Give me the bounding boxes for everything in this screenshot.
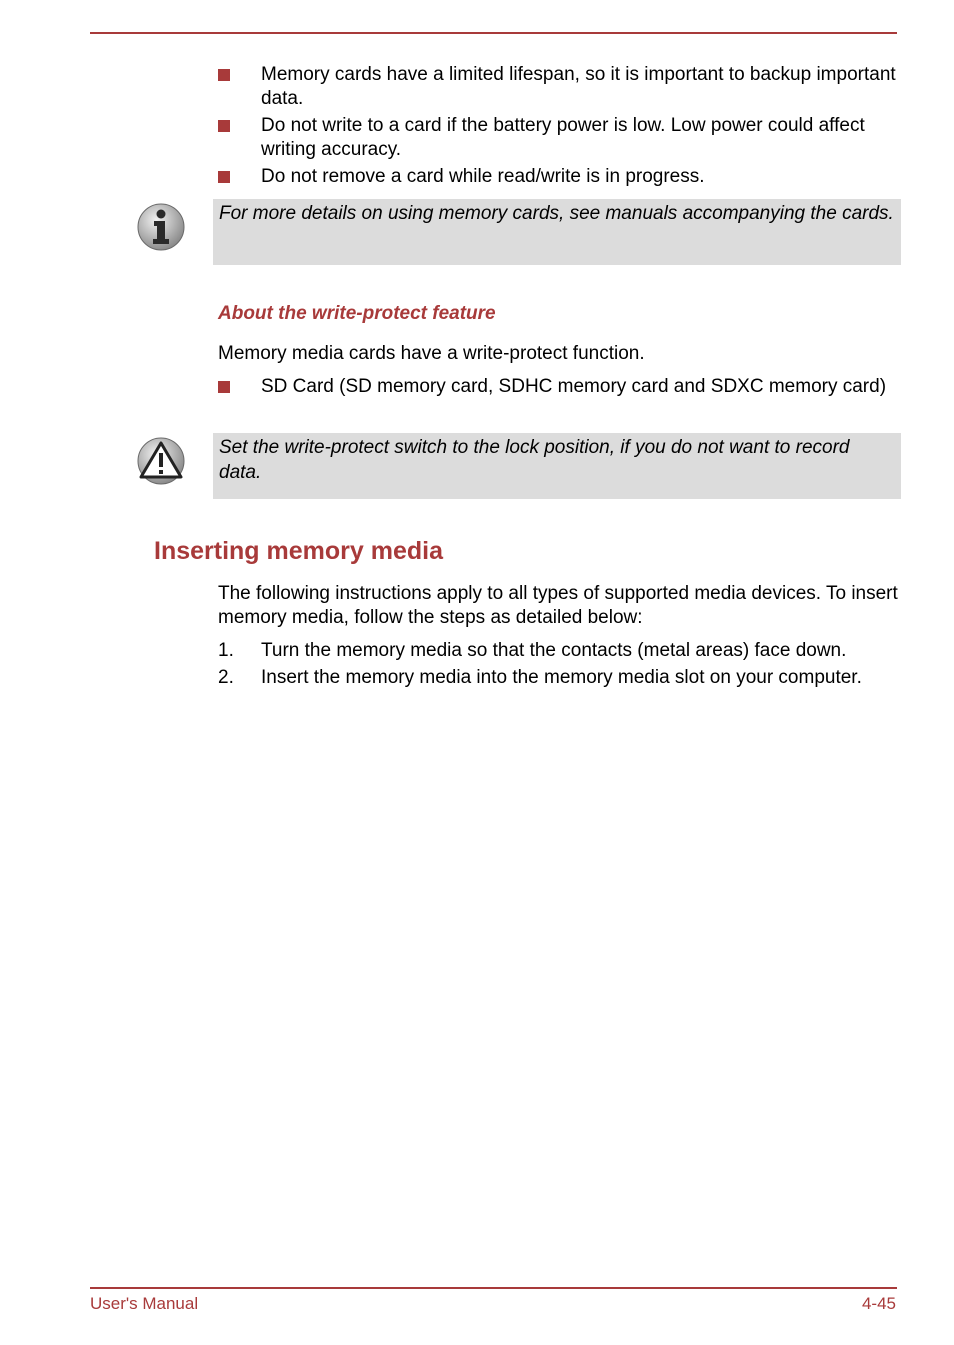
step-number: 2. bbox=[218, 667, 234, 688]
write-protect-heading: About the write-protect feature bbox=[218, 303, 496, 324]
write-protect-bullet-list bbox=[218, 375, 898, 402]
bullet-text: Do not remove a card while read/write is in progress. bbox=[261, 166, 705, 187]
step-number: 1. bbox=[218, 640, 234, 661]
bullet-square-icon bbox=[218, 381, 230, 393]
footer-title: User's Manual bbox=[90, 1294, 199, 1313]
list-item bbox=[218, 114, 898, 162]
footer-rule bbox=[90, 1287, 897, 1289]
bullet-square-icon bbox=[218, 171, 230, 183]
bullet-square-icon bbox=[218, 69, 230, 81]
warning-note: Set the write-protect switch to the lock position, if you do not want to record data. bbox=[213, 433, 901, 499]
info-note: For more details on using memory cards, see manuals accompanying the cards. bbox=[213, 199, 901, 265]
write-protect-intro: Memory media cards have a write-protect function. bbox=[218, 343, 645, 364]
list-item bbox=[218, 375, 898, 399]
bullet-text: SD Card (SD memory card, SDHC memory card and SDXC memory card) bbox=[261, 376, 887, 397]
page-number: 4-45 bbox=[861, 1294, 896, 1313]
step-item bbox=[218, 639, 898, 663]
top-bullet-list bbox=[218, 63, 898, 192]
section-heading: Inserting memory media bbox=[154, 537, 443, 565]
step-item bbox=[218, 666, 898, 690]
header-rule bbox=[90, 32, 897, 34]
bullet-text: Do not write to a card if the battery power is low. Low power could affect writing accuracy. bbox=[261, 115, 865, 160]
step-text: Turn the memory media so that the contacts (metal areas) face down. bbox=[261, 640, 847, 661]
inserting-intro: The following instructions apply to all types of supported media devices. To insert memory media, follow the steps as detailed below: bbox=[218, 583, 898, 628]
list-item bbox=[218, 63, 898, 111]
bullet-square-icon bbox=[218, 120, 230, 132]
list-item bbox=[218, 165, 898, 189]
info-icon bbox=[136, 202, 186, 252]
step-text: Insert the memory media into the memory media slot on your computer. bbox=[261, 667, 862, 688]
inserting-steps bbox=[218, 639, 898, 693]
warning-icon bbox=[136, 436, 186, 486]
bullet-text: Memory cards have a limited lifespan, so it is important to backup important data. bbox=[261, 64, 896, 109]
